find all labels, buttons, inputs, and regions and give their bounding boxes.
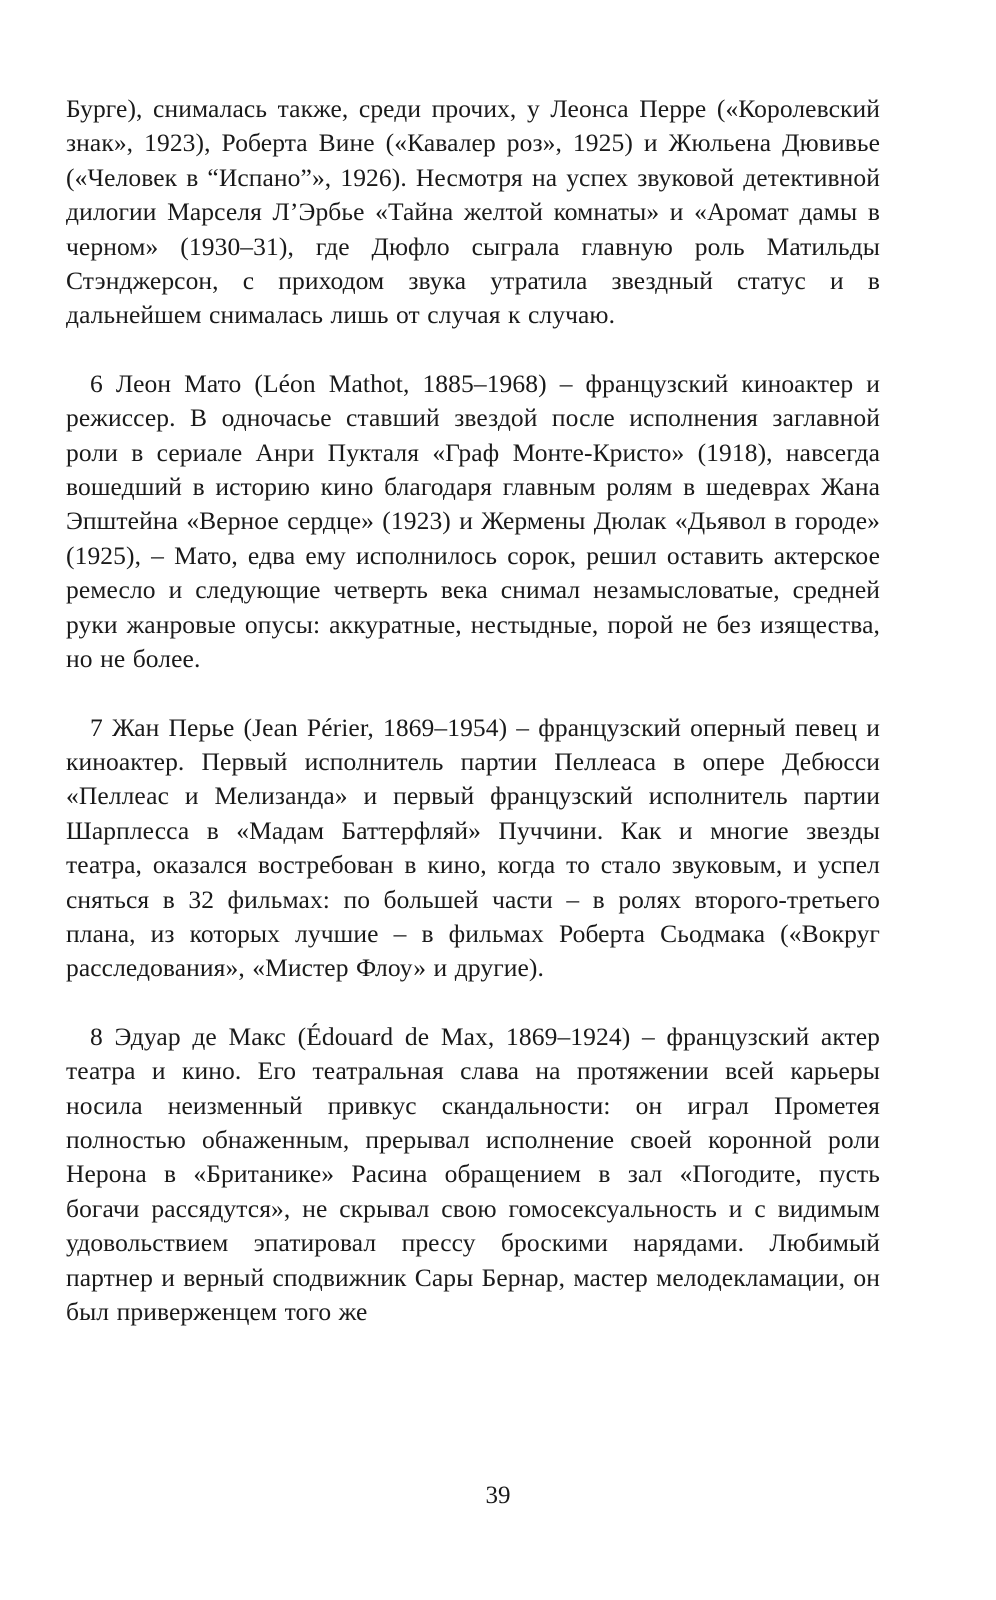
continued-paragraph: Бурге), снималась также, среди прочих, у Леонса Перре («Королевский знак», 1923), Роберта Вине («Кавалер роз», 1925) и Жюльена Дювивье («Человек в “Испано”», 1926). Несмотря на успех звуковой детективной дилогии Марселя Л’Эрбье «Тайна желтой комнаты» и «Аромат дамы в черном» (1930–31), где Дюфло сыграла главную роль Матильды Стэнджерсон, с приходом звука утратила звездный статус и в дальнейшем снималась лишь от случая к случаю. — [66, 94, 880, 330]
page-number: 39 — [485, 1482, 511, 1509]
footnote-6: 6 Леон Мато (Léon Mathot, 1885–1968) – французский киноактер и режиссер. В одночасье ставший звездой после исполнения заглавной роли в сериале Анри Пукталя «Граф Монте-Кристо» (1918), навсегда вошедший в историю кино благодаря главным ролям в шедеврах Жана Эпштейна «Верное сердце» (1923) и Жермены Дюлак «Дьявол в городе» (1925), – Мато, едва ему исполнилось сорок, решил оставить актерское ремесло и следующие четверть века снимал незамысловатые, средней руки жанровые опусы: аккуратные, нестыдные, порой не без изящества, но не более. — [66, 368, 880, 674]
paragraph-gap — [66, 333, 880, 367]
footnote-7: 7 Жан Перье (Jean Périer, 1869–1954) – французский оперный певец и киноактер. Первый исполнитель партии Пеллеаса в опере Дебюсси «Пеллеас и Мелизанда» и первый французский исполнитель партии Шарплесса в «Мадам Баттерфляй» Пуччини. Как и многие звезды театра, оказался востребован в кино, когда то стало звуковым, и успел сняться в 32 фильмах: по большей части – в ролях второго-третьего плана, из которых лучшие – в фильмах Роберта Сьодмака («Вокруг расследования», «Мистер Флоу» и другие). — [66, 712, 880, 983]
paragraph-gap — [66, 986, 880, 1020]
page-body — [66, 92, 880, 1329]
footnote-8: 8 Эдуар де Макс (Édouard de Max, 1869–1924) – французский актер театра и кино. Его театральная слава на протяжении всей карьеры носила неизменный привкус скандальности: он играл Прометея полностью обнаженным, прерывал исполнение своей коронной роли Нерона в «Британике» Расина обращением в зал «Погодите, пусть богачи рассядутся», не скрывал свою гомосексуальность и с видимым удовольствием эпатировал прессу броскими нарядами. Любимый партнер и верный сподвижник Сары Бернар, мастер мелодекламации, он был приверженцем того же — [66, 1021, 880, 1326]
paragraph-gap — [66, 677, 880, 711]
